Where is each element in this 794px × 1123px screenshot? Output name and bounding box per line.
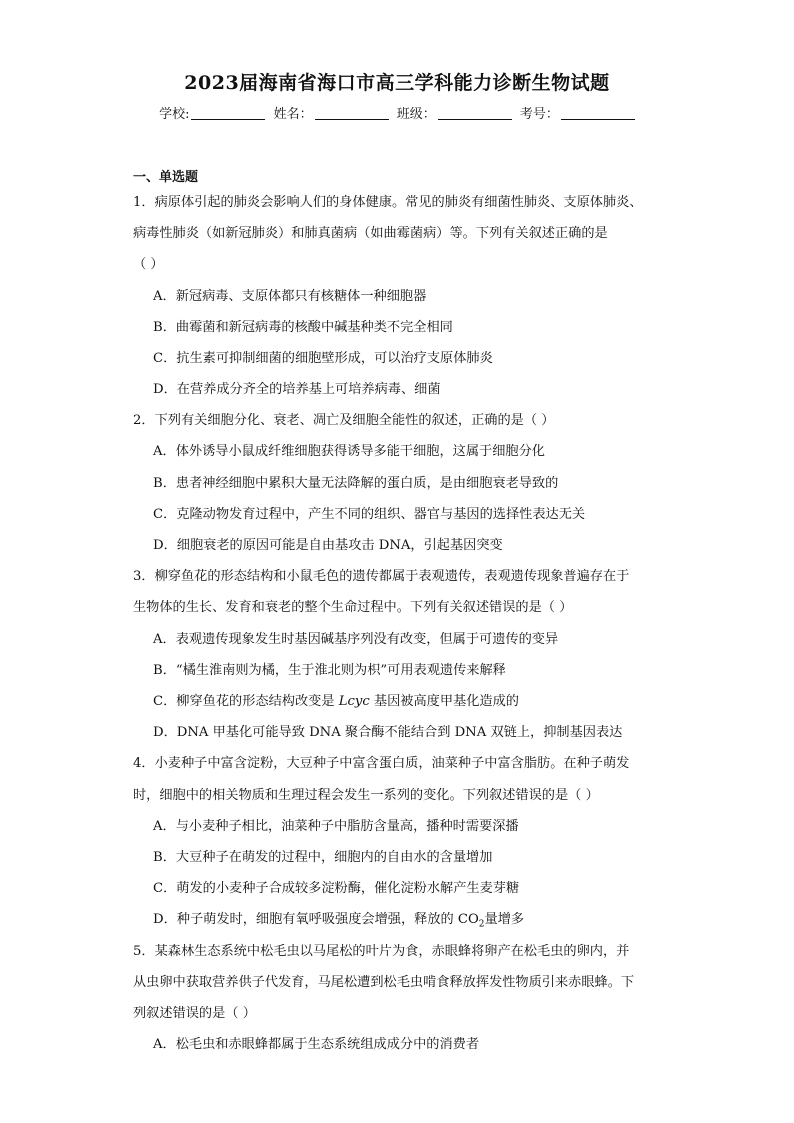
q1-option-d: D．在营养成分齐全的培养基上可培养病毒、细菌 [153,382,441,397]
q4-stem-line-1: 4．小麦种子中富含淀粉，大豆种子中富含蛋白质，油菜种子中富含脂肪。在种子萌发 [133,756,630,771]
class-blank[interactable] [438,106,512,120]
q4-option-d [153,908,524,930]
q1-option-a: A．新冠病毒、支原体都只有核糖体一种细胞器 [153,289,427,304]
q1-stem-line-1: 1．病原体引起的肺炎会影响人们的身体健康。常见的肺炎有细菌性肺炎、支原体肺炎、 [133,195,643,210]
name-blank[interactable] [315,106,389,120]
q4-option-d-prefix: D．种子萌发时，细胞有氧呼吸强度会增强，释放的 CO [153,912,479,927]
q4-subscript: 2 [478,919,485,930]
q2-stem-line-1: 2．下列有关细胞分化、衰老、凋亡及细胞全能性的叙述，正确的是（ ） [133,413,555,428]
q2-option-c: C．克隆动物发育过程中，产生不同的组织、器官与基因的选择性表达无关 [153,507,586,522]
class-field [397,103,512,122]
q5-stem-line-2: 从虫卵中获取营养供子代发育，马尾松遭到松毛虫啃食释放挥发性物质引来赤眼蜂。下 [133,975,635,990]
q3-stem-line-1: 3．柳穿鱼花的形态结构和小鼠毛色的遗传都属于表观遗传，表观遗传现象普遍存在于 [133,569,630,584]
q2-option-d: D．细胞衰老的原因可能是自由基攻击 DNA，引起基因突变 [153,538,503,553]
q3-option-c-prefix: C．柳穿鱼花的形态结构改变是 [153,694,335,709]
q3-option-b: B．“橘生淮南则为橘，生于淮北则为枳”可用表观遗传来解释 [153,663,506,678]
q3-option-d: D．DNA 甲基化可能导致 DNA 聚合酶不能结合到 DNA 双链上，抑制基因表达 [153,725,623,740]
q1-stem-line-2: 病毒性肺炎（如新冠肺炎）和肺真菌病（如曲霉菌病）等。下列有关叙述正确的是 [133,226,608,241]
q4-stem-line-2: 时，细胞中的相关物质和生理过程会发生一系列的变化。下列叙述错误的是（ ） [133,788,599,803]
section-heading: 一、单选题 [133,170,199,185]
name-label: 姓名： [273,107,313,122]
q1-option-c: C．抗生素可抑制细菌的细胞壁形成，可以治疗支原体肺炎 [153,351,493,366]
q1-stem-line-3: （ ） [133,257,164,272]
q4-option-b: B．大豆种子在萌发的过程中，细胞内的自由水的含量增加 [153,850,493,865]
q5-stem-line-1: 5．某森林生态系统中松毛虫以马尾松的叶片为食，赤眼蜂将卵产在松毛虫的卵内，并 [133,944,630,959]
q2-option-a: A．体外诱导小鼠成纤维细胞获得诱导多能干细胞，这属于细胞分化 [153,444,545,459]
school-label: 学校: [159,107,190,122]
q3-option-c [153,690,519,709]
q4-option-c: C．萌发的小麦种子合成较多淀粉酶，催化淀粉水解产生麦芽糖 [153,881,520,896]
exam-no-label: 考号： [519,107,559,122]
name-field [274,103,389,122]
q1-option-b: B．曲霉菌和新冠病毒的核酸中碱基种类不完全相同 [153,320,453,335]
q3-option-a: A．表观遗传现象发生时基因碱基序列没有改变，但属于可遗传的变异 [153,632,559,647]
q3-option-c-suffix: 基因被高度甲基化造成的 [373,694,519,709]
q2-option-b: B．患者神经细胞中累积大量无法降解的蛋白质，是由细胞衰老导致的 [153,476,559,491]
exam-no-field [520,103,635,122]
exam-no-blank[interactable] [561,106,635,120]
class-label: 班级： [396,107,436,122]
student-info-line [0,103,794,122]
school-blank[interactable] [191,106,265,120]
q3-stem-line-2: 生物体的生长、发育和衰老的整个生命过程中。下列有关叙述错误的是（ ） [133,600,573,615]
q4-option-a: A．与小麦种子相比，油菜种子中脂肪含量高，播种时需要深播 [153,819,519,834]
page-title: 2023届海南省海口市高三学科能力诊断生物试题 [184,72,610,94]
q4-option-d-suffix: 量增多 [484,912,525,927]
q3-gene-name: Lcyc [338,694,370,709]
school-field [159,103,265,122]
q5-option-a: A．松毛虫和赤眼蜂都属于生态系统组成成分中的消费者 [153,1037,480,1052]
q5-stem-line-3: 列叙述错误的是（ ） [133,1006,256,1021]
